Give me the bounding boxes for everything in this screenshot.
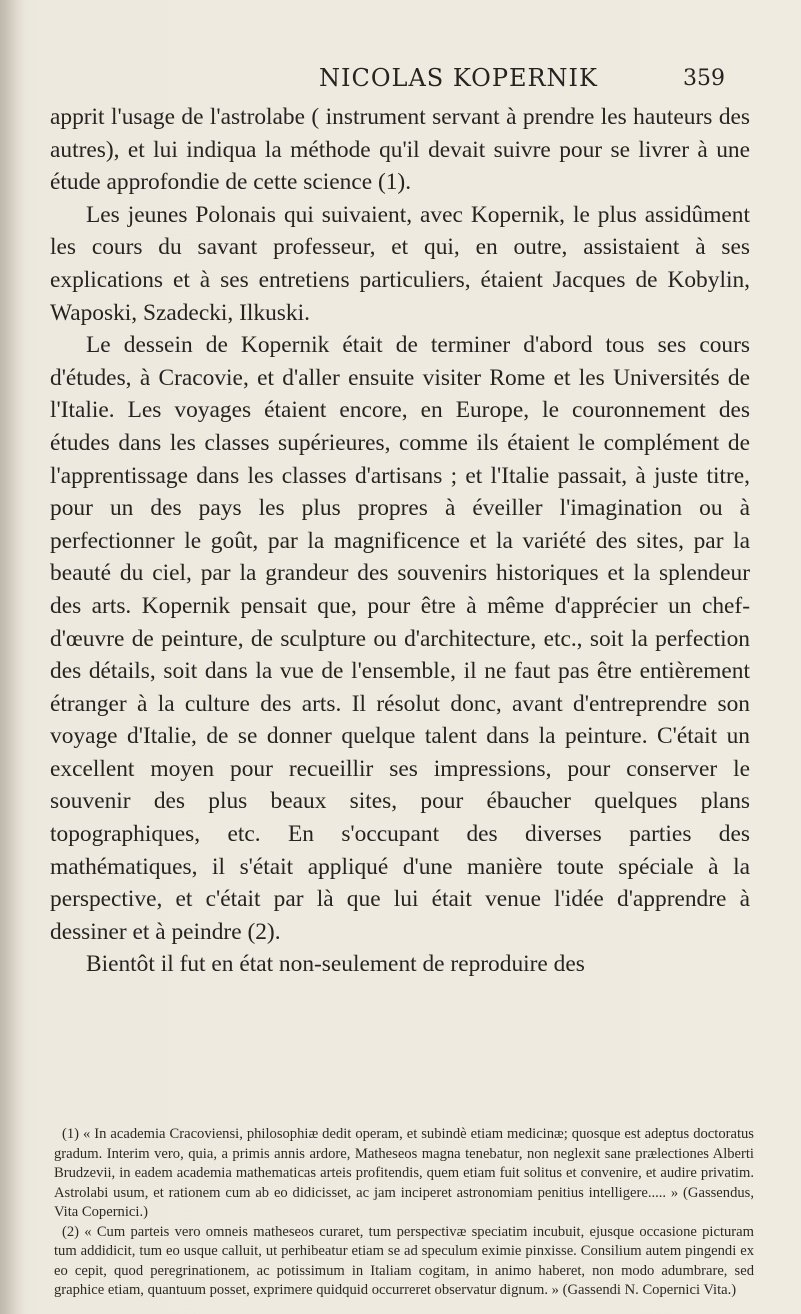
footnotes [54, 1125, 754, 1301]
paragraph-continuation: apprit l'usage de l'astrolabe ( instrument servant à prendre les hauteurs des autres), et lui indiqua la méthode qu'il devait suivre pour se livrer à une étude approfondie de cette science (1). [50, 104, 750, 196]
paragraph-students: Les jeunes Polonais qui suivaient, avec Kopernik, le plus assidûment les cours du savant professeur, et qui, en outre, assistaient à ses explications et à ses entretiens particuliers, étaient Jacques de Kobylin, Waposki, Szadecki, Ilkuski. [50, 201, 750, 326]
binding-shadow [0, 0, 26, 1314]
paragraph-soon: Bientôt il fut en état non-seulement de reproduire des [86, 951, 585, 978]
running-head [60, 60, 760, 100]
page-number: 359 [683, 66, 725, 91]
paragraph-italy: Le dessein de Kopernik était de terminer d'abord tous ses cours d'études, à Cracovie, et d'aller ensuite visiter Rome et les Universités de l'Italie. Les voyages étaient encore, en Europe, le couronnement des études dans les classes supérieures, comme ils étaient le complément de l'apprentissage dans les classes d'artisans ; et l'Italie passait, à juste titre, pour un des pays les plus propres à éveiller l'imagination ou à perfectionner le goût, par la magnificence et la variété des sites, par la beauté du ciel, par la grandeur des souvenirs historiques et la splendeur des arts. Kopernik pensait que, pour être à même d'apprécier un chef-d'œuvre de peinture, de sculpture ou d'architecture, etc., soit la perfection des détails, soit dans la vue de l'ensemble, il ne faut pas être entièrement étranger à la culture des arts. Il résolut donc, avant d'entreprendre son voyage d'Italie, de se donner quelque talent dans la peinture. C'était un excellent moyen pour recueillir ses impressions, pour conserver le souvenir des plus beaux sites, pour ébaucher quelques plans topographiques, etc. En s'occupant des diverses parties des mathématiques, il s'était appliqué d'une manière toute spéciale à la perspective, et c'était par là que lui était venue l'idée d'apprendre à dessiner et à peindre (2). [50, 332, 750, 945]
footnote-1: (1) « In academia Cracoviensi, philosophiæ dedit operam, et subindè etiam medicinæ; quosque est adeptus doctoratus gradum. Interim vero, quia, a primis annis ardore, Matheseos magna tenebatur, non neglexit sane prælectiones Alberti Brudzevii, in eadem academia mathematicas arteis profitendis, quem etiam fuit solitus et convenire, et audire privatim. Astrolabi usum, et rationem cum ab eo didicisset, ac jam inciperet astronomiam penitius intelligere..... » (Gassendus, Vita Copernici.) [54, 1126, 754, 1220]
running-title: NICOLAS KOPERNIK [319, 64, 598, 92]
body-text [50, 101, 750, 981]
footnote-2: (2) « Cum parteis vero omneis matheseos curaret, tum perspectivæ speciatim incubuit, ejusque occasione picturam tum addidicit, tum eo usque calluit, ut perhibeatur etiam se ad speculum eximie pinxisse. Consilium autem pingendi ex eo cepit, quod peregrinationem, ac potissimum in Italiam cogitam, in animo haberet, non modo adumbrare, sed graphice etiam, quantuum posset, exprimere quidquid occurreret observatur dignum. » (Gassendi N. Copernici Vita.) [54, 1223, 754, 1298]
